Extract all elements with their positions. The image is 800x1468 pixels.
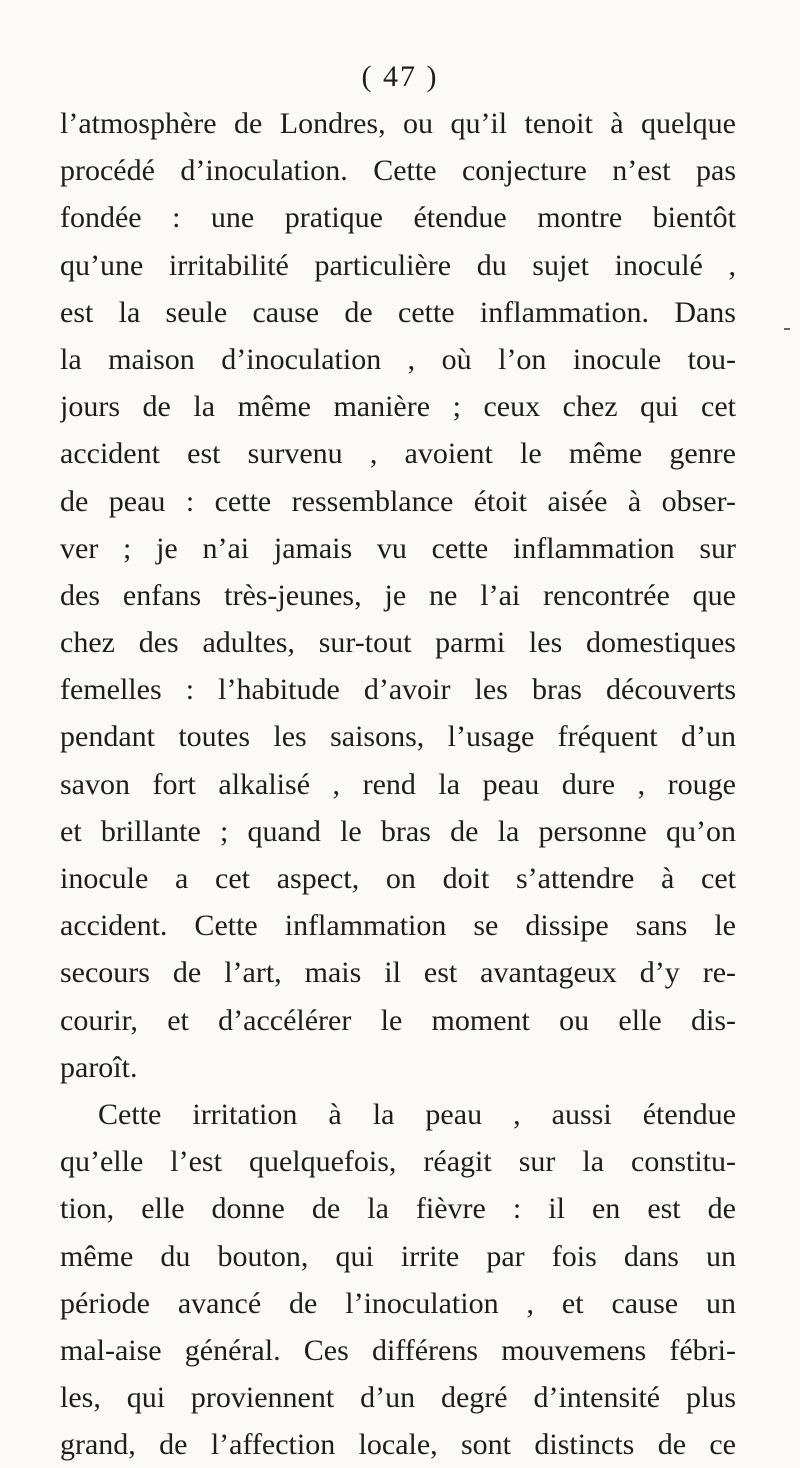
text-line: femelles : l’habitude d’avoir les bras découverts	[60, 673, 736, 707]
text-line: pendant toutes les saisons, l’usage fréquent d’un	[60, 720, 736, 754]
text-line: même du bouton, qui irrite par fois dans un	[60, 1239, 736, 1273]
text-line: l’atmosphère de Londres, ou qu’il tenoit à quelque	[60, 107, 736, 140]
text-line: est la seule cause de cette inflammation. Dans	[60, 295, 736, 329]
text-line: mal-aise général. Ces différens mouvemens fébri-	[60, 1333, 736, 1367]
page-number: ( 47 )	[361, 60, 439, 93]
text-line: secours de l’art, mais il est avantageux d’y re-	[60, 956, 736, 990]
text-line: accident. Cette inflammation se dissipe sans le	[60, 909, 736, 943]
body-text	[60, 100, 736, 1468]
text-line: la maison d’inoculation , où l’on inocule tou-	[60, 342, 736, 376]
text-line: Cette irritation à la peau , aussi étendue	[98, 1097, 736, 1131]
text-line: qu’une irritabilité particulière du sujet inoculé ,	[60, 248, 736, 282]
text-line: qu’elle l’est quelquefois, réagit sur la constitu-	[60, 1145, 736, 1179]
text-line: des enfans très-jeunes, je ne l’ai rencontrée que	[60, 578, 736, 612]
paragraph-2	[60, 1091, 736, 1468]
text-line: procédé d’inoculation. Cette conjecture n’est pas	[60, 154, 736, 188]
text-line: chez des adultes, sur-tout parmi les domestiques	[60, 626, 736, 660]
text-line: et brillante ; quand le bras de la personne qu’on	[60, 814, 736, 848]
margin-mark	[784, 328, 790, 330]
text-line: accident est survenu , avoient le même genre	[60, 437, 736, 471]
text-line: grand, de l’affection locale, sont distincts de ce	[60, 1428, 736, 1462]
paragraph-1	[60, 100, 736, 1091]
text-line: fondée : une pratique étendue montre bientôt	[60, 201, 736, 235]
text-line: ver ; je n’ai jamais vu cette inflammation sur	[60, 531, 736, 565]
text-line: courir, et d’accélérer le moment ou elle dis-	[60, 1003, 736, 1037]
text-line: période avancé de l’inoculation , et cause un	[60, 1286, 736, 1320]
text-line: inocule a cet aspect, on doit s’attendre à cet	[60, 862, 736, 895]
text-line: les, qui proviennent d’un degré d’intensité plus	[60, 1381, 736, 1415]
text-line: tion, elle donne de la fièvre : il en est de	[60, 1192, 736, 1226]
text-line: savon fort alkalisé , rend la peau dure , rouge	[60, 767, 736, 801]
text-line: paroît.	[60, 1050, 138, 1084]
text-line: jours de la même manière ; ceux chez qui cet	[60, 390, 736, 424]
text-line: de peau : cette ressemblance étoit aisée à obser-	[60, 484, 736, 518]
